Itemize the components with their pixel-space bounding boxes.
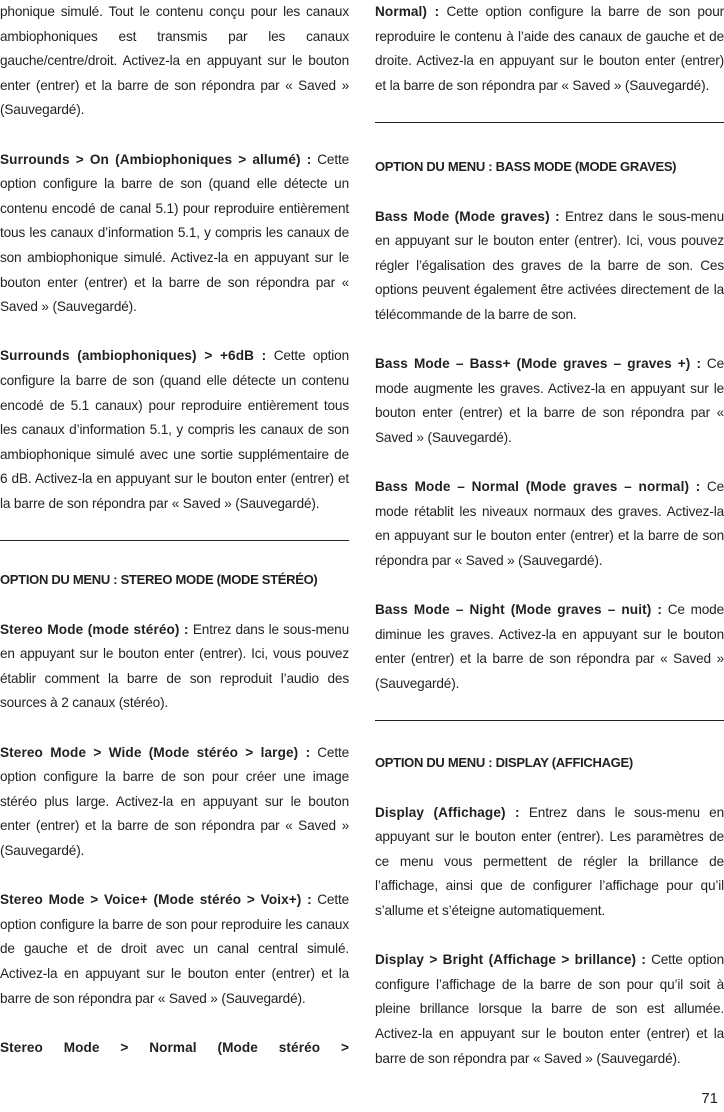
paragraph-title: Bass Mode – Bass+ (Mode graves – graves +) : bbox=[375, 356, 702, 372]
paragraph-stereo-wide bbox=[0, 741, 349, 864]
paragraph-title: Bass Mode – Night (Mode graves – nuit) : bbox=[375, 602, 662, 618]
paragraph-title: Stereo Mode > Wide (Mode stéréo > large) : bbox=[0, 744, 311, 760]
section-divider bbox=[375, 122, 724, 123]
paragraph-title: Stereo Mode > Voice+ (Mode stéréo > Voix+) : bbox=[0, 892, 312, 908]
paragraph-stereo-mode bbox=[0, 618, 349, 716]
right-column bbox=[375, 0, 724, 1071]
paragraph-body: Cette option configure la barre de son pour reproduire le contenu à l’aide des canaux de gauche et de droite. Activez-la en appuyant sur le bouton enter (entrer) et la barre de son répondra par « Saved » (Sauvegardé). bbox=[375, 4, 724, 93]
paragraph-body: Cette option configure la barre de son (quand elle détecte un contenu encodé de canal 5.1) pour reproduire entièrement tous les canaux d’information 5.1, y compris les canaux de son ambiophonique simulé. Activez-la en appuyant sur le bouton enter (entrer) et la barre de son répondra par « Saved » (Sauvegardé). bbox=[0, 151, 349, 315]
paragraph-surrounds-on bbox=[0, 148, 349, 320]
paragraph-surrounds-6db bbox=[0, 344, 349, 516]
paragraph-body: Entrez dans le sous-menu en appuyant sur le bouton enter (entrer). Ici, vous pouvez établir comment la barre de son reproduit l’audio des sources à 2 canaux (stéréo). bbox=[0, 621, 349, 711]
section-heading-bass-mode: OPTION DU MENU : BASS MODE (MODE GRAVES) bbox=[375, 159, 677, 175]
paragraph-title: Surrounds > On (Ambiophoniques > allumé) : bbox=[0, 151, 312, 167]
paragraph-title: Normal) : bbox=[375, 4, 440, 19]
paragraph-stereo-normal-continued bbox=[375, 0, 724, 98]
section-divider bbox=[0, 540, 349, 541]
paragraph-title: Bass Mode (Mode graves) : bbox=[375, 208, 560, 224]
paragraph-title: Stereo Mode (mode stéréo) : bbox=[0, 621, 189, 637]
paragraph-display bbox=[375, 801, 724, 924]
section-heading-display: OPTION DU MENU : DISPLAY (AFFICHAGE) bbox=[375, 755, 633, 771]
paragraph-title: Surrounds (ambiophoniques) > +6dB : bbox=[0, 348, 267, 364]
paragraph-stereo-normal bbox=[0, 1036, 349, 1061]
paragraph-bass-night bbox=[375, 598, 724, 696]
paragraph-body: Cette option configure l’affichage de la barre de son pour qu’il soit à pleine brillance lorsque la barre de son est allumée. Activez-la en appuyant sur le bouton enter (entrer) et la barre de son répondra par « Saved » (Sauvegardé). bbox=[375, 952, 724, 1066]
paragraph-display-bright bbox=[375, 948, 724, 1071]
paragraph-body: Entrez dans le sous-menu en appuyant sur le bouton enter (entrer). Ici, vous pouvez régler l’égalisation des graves de la barre de son. Ces options peuvent également être activées directement de la télécommande de la barre de son. bbox=[375, 208, 724, 322]
page-number: 71 bbox=[701, 1090, 718, 1107]
intro-paragraph: phonique simulé. Tout le contenu conçu pour les canaux ambiophoniques est transmis par les canaux gauche/centre/droit. Activez-la en appuyant sur le bouton enter (entrer) et la barre de son répondra par « Saved » (Sauvegardé). bbox=[0, 4, 349, 118]
paragraph-title: Display (Affichage) : bbox=[375, 804, 520, 820]
section-heading-stereo-mode: OPTION DU MENU : STEREO MODE (MODE STÉRÉO) bbox=[0, 572, 318, 588]
paragraph-body: Cette option configure la barre de son pour reproduire les canaux de gauche et de droit avec un canal central simulé. Activez-la en appuyant sur le bouton enter (entrer) et la barre de son répondra par « Saved » (Sauvegardé). bbox=[0, 892, 349, 1006]
paragraph-body: Ce mode rétablit les niveaux normaux des graves. Activez-la en appuyant sur le bouton enter (entrer) et la barre de son répondra par « Saved » (Sauvegardé). bbox=[375, 479, 724, 568]
paragraph-body: Cette option configure la barre de son (quand elle détecte un contenu encodé de 5.1 canaux) pour reproduire entièrement tous les canaux d’information 5.1, y compris les canaux de son ambiophonique simulé avec une sortie supplémentaire de 6 dB. Activez-la en appuyant sur le bouton enter (entrer) et la barre de son répondra par « Saved » (Sauvegardé). bbox=[0, 348, 349, 511]
paragraph-body: Ce mode augmente les graves. Activez-la en appuyant sur le bouton enter (entrer) et la barre de son répondra par « Saved » (Sauvegardé). bbox=[375, 356, 724, 445]
paragraph-bass-mode bbox=[375, 205, 724, 328]
paragraph-body: Ce mode diminue les graves. Activez-la en appuyant sur le bouton enter (entrer) et la barre de son répondra par « Saved » (Sauvegardé). bbox=[375, 602, 724, 691]
paragraph-bass-plus bbox=[375, 352, 724, 450]
paragraph-bass-normal bbox=[375, 475, 724, 573]
section-divider bbox=[375, 720, 724, 721]
paragraph-body: Cette option configure la barre de son pour créer une image stéréo plus large. Activez-la en appuyant sur le bouton enter (entrer) et la barre de son répondra par « Saved » (Sauvegardé). bbox=[0, 744, 349, 858]
left-column bbox=[0, 0, 349, 1060]
paragraph-title: Bass Mode – Normal (Mode graves – normal) : bbox=[375, 479, 701, 495]
paragraph-title: Display > Bright (Affichage > brillance) : bbox=[375, 952, 647, 968]
paragraph-body: Entrez dans le sous-menu en appuyant sur le bouton enter (entrer). Les paramètres de ce menu vous permettent de régler la brillance de l’affichage, ainsi que de configurer l’affichage pour qu’il s’allume et s’éteigne automatiquement. bbox=[375, 804, 724, 918]
paragraph-title: Stereo Mode > Normal (Mode stéréo > bbox=[0, 1039, 349, 1055]
paragraph-stereo-voice bbox=[0, 888, 349, 1011]
